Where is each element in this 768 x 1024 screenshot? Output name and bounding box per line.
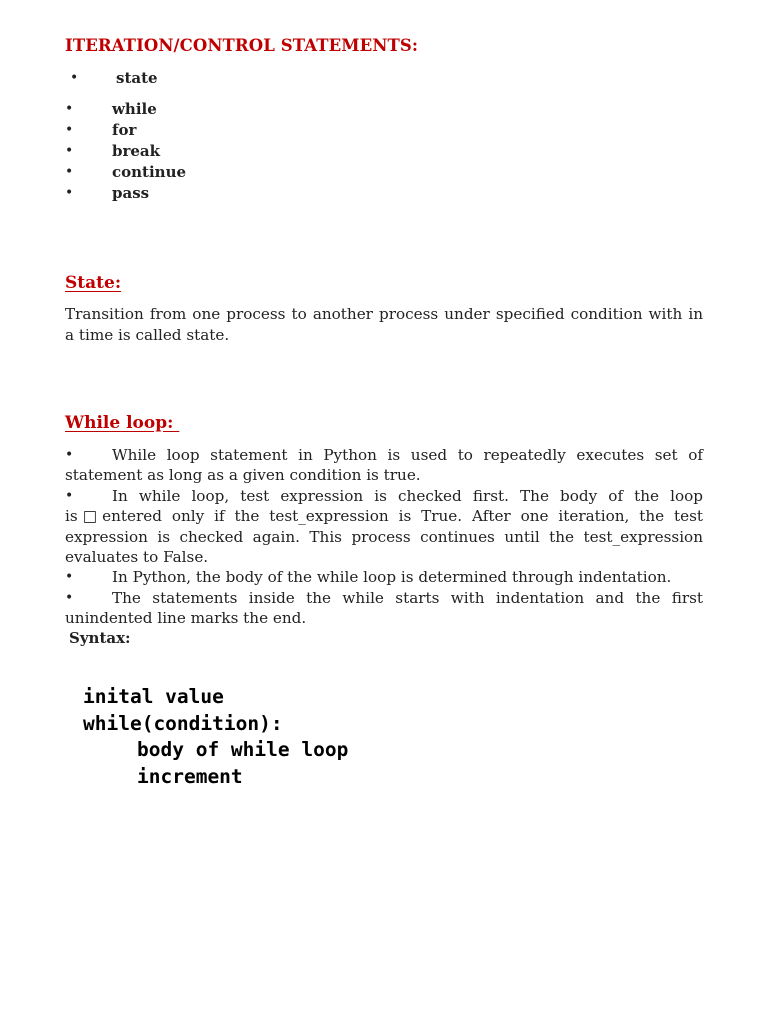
list-item [65, 486, 703, 568]
bullet-icon: • [65, 185, 74, 201]
bullet-icon: • [65, 447, 74, 463]
bullet-icon: • [65, 569, 74, 586]
list-item [65, 567, 703, 587]
bullet-icon: • [65, 164, 74, 180]
bullet-icon: • [65, 122, 74, 138]
bullet-icon: • [65, 589, 74, 606]
statement-for: for [112, 121, 137, 139]
bullet-icon: • [65, 143, 74, 159]
while-point-text: In while loop, test expression is checked first. The body of the loop is□entered only if the test_expression is True. After one iteration, the test expression is checked again. This process continues until the test_expression evaluates to False. [65, 486, 703, 567]
while-point-text: The statements inside the while starts with indentation and the first unindented line marks the end. [65, 588, 703, 628]
statement-break: break [112, 142, 161, 160]
list-item [65, 445, 703, 486]
bullet-icon: • [65, 101, 74, 117]
bullet-icon: • [70, 70, 79, 86]
statement-while: while [112, 100, 157, 118]
while-point-text: While loop statement in Python is used to repeatedly executes set of statement as long as a given condition is true. [65, 446, 703, 485]
while-loop-heading: While loop: [65, 413, 180, 433]
state-description: Transition from one process to another process under specified condition with in a time is called state. [65, 305, 703, 344]
while-point-text: In Python, the body of the while loop is determined through indentation. [112, 568, 672, 587]
state-heading: State: [65, 273, 122, 293]
syntax-label: Syntax: [69, 629, 131, 647]
code-line: body of while loop [137, 738, 349, 761]
statement-pass: pass [112, 184, 150, 202]
code-line: increment [137, 764, 243, 788]
list-item [65, 588, 703, 629]
statement-state: state [116, 69, 158, 87]
page-title: ITERATION/CONTROL STATEMENTS: [65, 36, 419, 55]
statement-continue: continue [112, 163, 187, 181]
while-loop-points [65, 445, 703, 629]
code-line: while(condition): [83, 711, 283, 735]
bullet-icon: • [65, 487, 74, 504]
code-line: inital value [83, 685, 224, 708]
syntax-code-block [83, 684, 348, 790]
